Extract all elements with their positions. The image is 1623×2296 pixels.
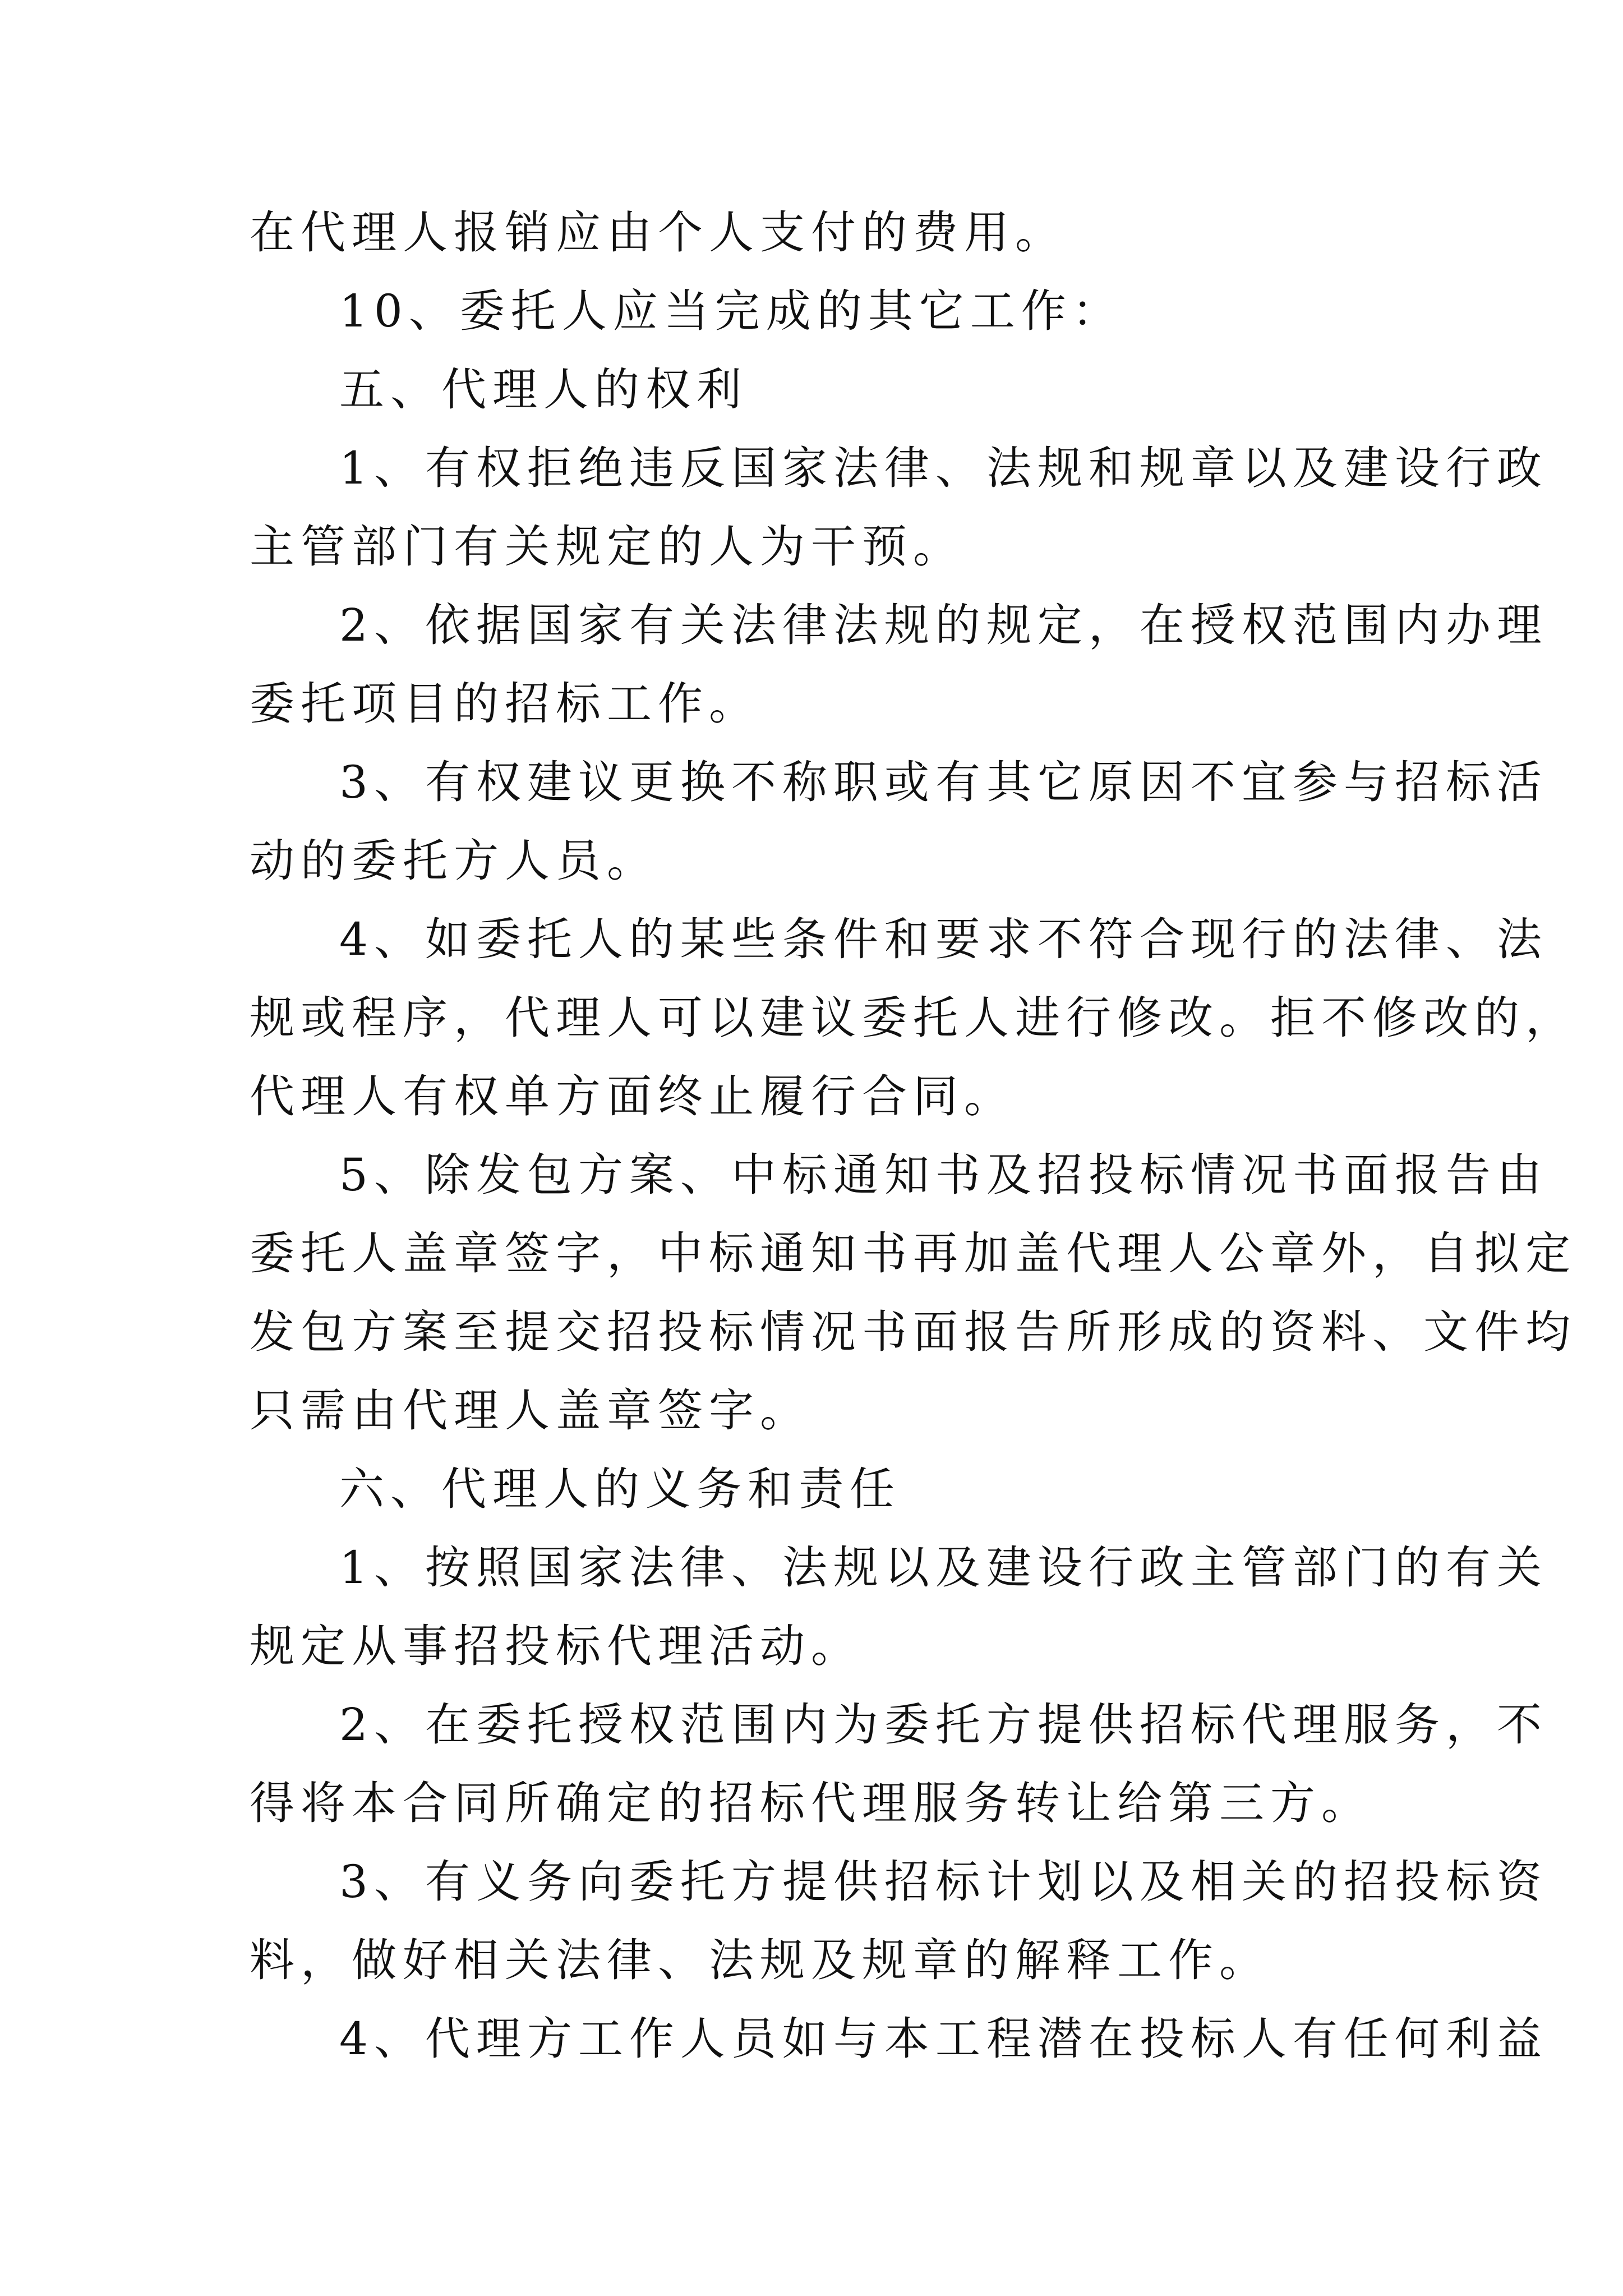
- text-line: 规或程序，代理人可以建议委托人进行修改。拒不修改的，: [250, 992, 1576, 1044]
- text-line: 料，做好相关法律、法规及规章的解释工作。: [250, 1934, 1270, 1986]
- text-line: 3、有权建议更换不称职或有其它原因不宜参与招标活: [339, 756, 1548, 808]
- text-line: 1、按照国家法律、法规以及建设行政主管部门的有关: [339, 1542, 1548, 1594]
- text-line: 委托项目的招标工作。: [250, 678, 760, 730]
- text-line: 委托人盖章签字，中标通知书再加盖代理人公章外，自拟定: [250, 1227, 1576, 1280]
- text-line: 2、依据国家有关法律法规的规定，在授权范围内办理: [339, 599, 1548, 651]
- text-line: 3、有义务向委托方提供招标计划以及相关的招投标资: [339, 1856, 1548, 1908]
- section-heading: 六、代理人的义务和责任: [339, 1463, 901, 1515]
- text-line: 代理人有权单方面终止履行合同。: [250, 1070, 1015, 1122]
- text-line: 在代理人报销应由个人支付的费用。: [250, 206, 1066, 259]
- text-line: 1、有权拒绝违反国家法律、法规和规章以及建设行政: [339, 442, 1548, 494]
- text-line: 规定从事招投标代理活动。: [250, 1620, 862, 1672]
- text-line: 动的委托方人员。: [250, 835, 658, 887]
- text-line: 4、代理方工作人员如与本工程潜在投标人有任何利益: [339, 2013, 1548, 2065]
- text-line: 2、在委托授权范围内为委托方提供招标代理服务，不: [339, 1699, 1548, 1751]
- text-line: 得将本合同所确定的招标代理服务转让给第三方。: [250, 1777, 1372, 1829]
- text-line: 发包方案至提交招投标情况书面报告所形成的资料、文件均: [250, 1306, 1576, 1358]
- text-line: 主管部门有关规定的人为干预。: [250, 521, 964, 573]
- section-heading: 五、代理人的权利: [339, 364, 748, 416]
- text-line: 10、委托人应当完成的其它工作：: [339, 285, 1123, 337]
- text-line: 4、如委托人的某些条件和要求不符合现行的法律、法: [339, 913, 1548, 965]
- contract-text: [250, 194, 1576, 2078]
- text-line: 只需由代理人盖章签字。: [250, 1384, 811, 1437]
- text-line: 5、除发包方案、中标通知书及招投标情况书面报告由: [339, 1149, 1548, 1201]
